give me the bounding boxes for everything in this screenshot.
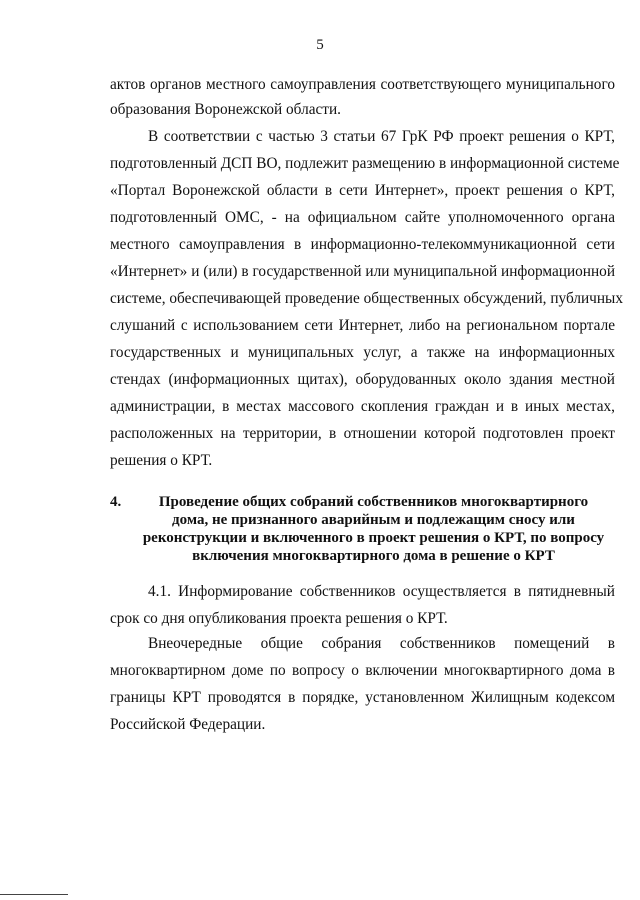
section-heading — [110, 493, 615, 569]
text-line: срок со дня опубликования проекта решения о КРТ. — [110, 610, 448, 627]
text-line: администрации, в местах массового скопления граждан и в иных местах, — [110, 398, 615, 415]
text-line: слушаний с использованием сети Интернет, либо на региональном портале — [110, 317, 615, 334]
text-line: подготовленный ОМС, - на официальном сайте уполномоченного органа — [110, 209, 615, 226]
text-line: 4.1. Информирование собственников осуществляется в пятидневный — [148, 583, 615, 600]
footer-divider — [0, 894, 68, 895]
page-number: 5 — [316, 37, 324, 53]
text-line: границы КРТ проводятся в порядке, установленном Жилищным кодексом — [110, 689, 615, 706]
text-line: государственных и муниципальных услуг, а также на информационных — [110, 344, 615, 361]
text-line: образования Воронежской области. — [110, 101, 341, 118]
section-title-line: Проведение общих собраний собственников многоквартирного — [158, 494, 589, 510]
text-line: системе, обеспечивающей проведение общественных обсуждений, публичных — [110, 290, 623, 307]
text-line: подготовленный ДСП ВО, подлежит размещению в информационной системе — [110, 155, 620, 172]
text-line: стендах (информационных щитах), оборудованных около здания местной — [110, 371, 615, 388]
text-line: В соответствии с частью 3 статьи 67 ГрК РФ проект решения о КРТ, — [148, 128, 615, 145]
text-line: Российской Федерации. — [110, 716, 266, 733]
section-title-line: дома, не признанного аварийным и подлежащим сносу или — [172, 512, 575, 528]
text-line: Внеочередные общие собрания собственников помещений в — [148, 635, 615, 652]
section-title-line: реконструкции и включенного в проект решения о КРТ, по вопросу — [142, 530, 605, 546]
text-line: многоквартирном доме по вопросу о включении многоквартирного дома в — [110, 662, 615, 679]
text-line: расположенных на территории, в отношении которой подготовлен проект — [110, 425, 615, 442]
text-line: «Портал Воронежской области в сети Интернет», проект решения о КРТ, — [110, 182, 615, 199]
text-line: решения о КРТ. — [110, 452, 213, 469]
text-line: местного самоуправления в информационно-телекоммуникационной сети — [110, 236, 615, 253]
section-number: 4. — [110, 494, 122, 510]
text-line: актов органов местного самоуправления соответствующего муниципального — [110, 76, 615, 93]
text-line: «Интернет» и (или) в государственной или муниципальной информационной — [110, 263, 615, 280]
section-title-line: включения многоквартирного дома в решение о КРТ — [192, 548, 555, 564]
